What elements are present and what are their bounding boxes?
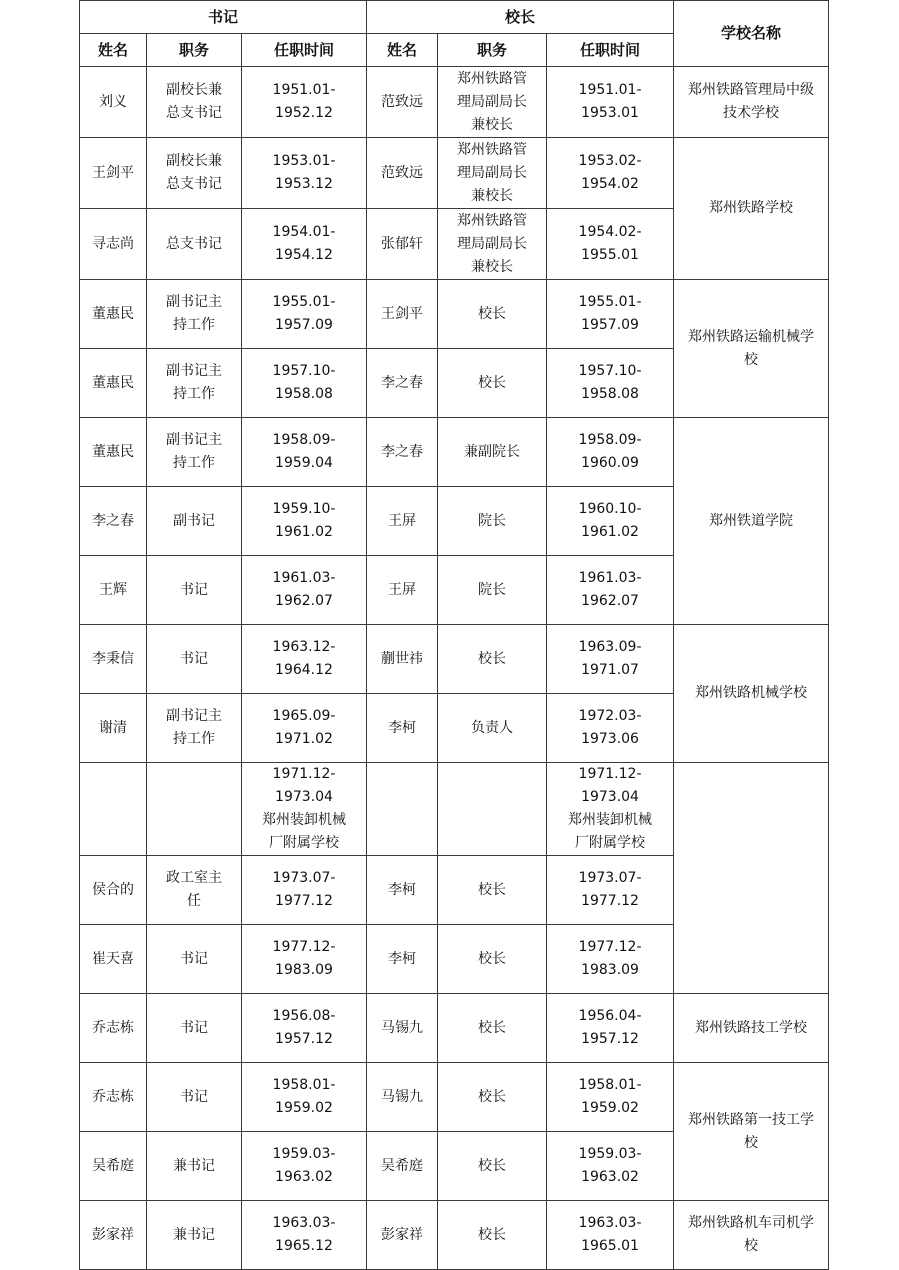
secretary-position-header: 职务	[147, 34, 242, 67]
principal-name-header: 姓名	[367, 34, 438, 67]
secretary-name-cell: 寻志尚	[80, 209, 147, 280]
secretary-position-cell: 副校长兼 总支书记	[147, 67, 242, 138]
principal-term-cell: 1973.07-1977.12	[547, 856, 674, 925]
principal-position-cell: 校长	[438, 925, 547, 994]
principal-term-cell: 1958.09-1960.09	[547, 418, 674, 487]
table-row	[80, 625, 829, 694]
principal-term-cell: 1977.12-1983.09	[547, 925, 674, 994]
secretary-term-cell: 1956.08-1957.12	[242, 994, 367, 1063]
principal-position-cell: 兼副院长	[438, 418, 547, 487]
principal-position-cell: 校长	[438, 994, 547, 1063]
secretary-name-cell: 侯合的	[80, 856, 147, 925]
principal-term-header: 任职时间	[547, 34, 674, 67]
secretary-position-cell: 副校长兼 总支书记	[147, 138, 242, 209]
secretary-position-cell: 兼书记	[147, 1132, 242, 1201]
principal-position-cell: 校长	[438, 349, 547, 418]
principal-name-cell: 王屏	[367, 556, 438, 625]
principal-term-cell: 1963.09-1971.07	[547, 625, 674, 694]
principal-term-cell: 1954.02-1955.01	[547, 209, 674, 280]
principal-term-cell: 1960.10-1961.02	[547, 487, 674, 556]
principal-position-cell	[438, 763, 547, 856]
secretary-name-header: 姓名	[80, 34, 147, 67]
secretary-term-cell: 1961.03-1962.07	[242, 556, 367, 625]
principal-name-cell: 王屏	[367, 487, 438, 556]
secretary-name-cell: 董惠民	[80, 349, 147, 418]
principal-position-header: 职务	[438, 34, 547, 67]
secretary-term-cell: 1965.09-1971.02	[242, 694, 367, 763]
secretary-term-cell: 1957.10-1958.08	[242, 349, 367, 418]
principal-term-cell: 1951.01-1953.01	[547, 67, 674, 138]
secretary-position-cell: 副书记主 持工作	[147, 694, 242, 763]
school-name-cell: 郑州铁路管理局中级技术学校	[674, 67, 829, 138]
principal-position-cell: 郑州铁路管 理局副局长 兼校长	[438, 209, 547, 280]
school-name-cell: 郑州铁路第一技工学校	[674, 1063, 829, 1201]
secretary-group-header: 书记	[80, 1, 367, 34]
school-name-header: 学校名称	[674, 1, 829, 67]
secretary-name-cell: 谢清	[80, 694, 147, 763]
principal-term-cell: 1956.04-1957.12	[547, 994, 674, 1063]
principal-position-cell: 院长	[438, 487, 547, 556]
secretary-position-cell: 书记	[147, 1063, 242, 1132]
secretary-position-cell: 书记	[147, 625, 242, 694]
principal-name-cell: 王剑平	[367, 280, 438, 349]
secretary-name-cell: 李秉信	[80, 625, 147, 694]
secretary-position-cell: 总支书记	[147, 209, 242, 280]
principal-term-cell: 1972.03-1973.06	[547, 694, 674, 763]
principal-name-cell: 李之春	[367, 349, 438, 418]
principal-position-cell: 校长	[438, 1063, 547, 1132]
principal-name-cell	[367, 763, 438, 856]
school-name-cell: 郑州铁路机车司机学校	[674, 1201, 829, 1270]
principal-term-cell: 1961.03-1962.07	[547, 556, 674, 625]
principal-position-cell: 校长	[438, 280, 547, 349]
secretary-position-cell: 副书记	[147, 487, 242, 556]
principal-name-cell: 范致远	[367, 67, 438, 138]
table-row	[80, 418, 829, 487]
principal-name-cell: 张郁轩	[367, 209, 438, 280]
principal-position-cell: 郑州铁路管 理局副局长 兼校长	[438, 138, 547, 209]
secretary-name-cell: 董惠民	[80, 418, 147, 487]
secretary-name-cell: 乔志栋	[80, 994, 147, 1063]
principal-name-cell: 马锡九	[367, 1063, 438, 1132]
secretary-term-cell: 1958.01-1959.02	[242, 1063, 367, 1132]
principal-term-cell: 1958.01-1959.02	[547, 1063, 674, 1132]
principal-position-cell: 校长	[438, 1132, 547, 1201]
secretary-term-cell: 1963.03-1965.12	[242, 1201, 367, 1270]
school-name-cell: 郑州铁路机械学校	[674, 625, 829, 763]
principal-name-cell: 李柯	[367, 856, 438, 925]
secretary-position-cell: 政工室主 任	[147, 856, 242, 925]
principal-name-cell: 李之春	[367, 418, 438, 487]
secretary-term-cell: 1959.03-1963.02	[242, 1132, 367, 1201]
principal-position-cell: 校长	[438, 1201, 547, 1270]
principal-name-cell: 彭家祥	[367, 1201, 438, 1270]
school-name-cell: 郑州铁路技工学校	[674, 994, 829, 1063]
secretary-term-header: 任职时间	[242, 34, 367, 67]
secretary-term-cell: 1953.01-1953.12	[242, 138, 367, 209]
secretary-term-cell: 1958.09-1959.04	[242, 418, 367, 487]
secretary-position-cell: 副书记主 持工作	[147, 280, 242, 349]
principal-position-cell: 校长	[438, 625, 547, 694]
principal-name-cell: 李柯	[367, 925, 438, 994]
principal-name-cell: 范致远	[367, 138, 438, 209]
secretary-name-cell: 崔天喜	[80, 925, 147, 994]
secretary-term-cell: 1971.12-1973.04 郑州装卸机械 厂附属学校	[242, 763, 367, 856]
table-row	[80, 1201, 829, 1270]
principal-term-cell: 1963.03-1965.01	[547, 1201, 674, 1270]
principal-term-cell: 1971.12-1973.04 郑州装卸机械 厂附属学校	[547, 763, 674, 856]
principal-position-cell: 院长	[438, 556, 547, 625]
principal-position-cell: 校长	[438, 856, 547, 925]
secretary-name-cell: 彭家祥	[80, 1201, 147, 1270]
principal-term-cell: 1953.02-1954.02	[547, 138, 674, 209]
table-row	[80, 1063, 829, 1132]
school-name-cell: 郑州铁道学院	[674, 418, 829, 625]
principal-name-cell: 马锡九	[367, 994, 438, 1063]
secretary-name-cell: 董惠民	[80, 280, 147, 349]
secretary-position-cell: 副书记主 持工作	[147, 349, 242, 418]
secretary-position-cell: 书记	[147, 925, 242, 994]
secretary-name-cell	[80, 763, 147, 856]
school-name-cell: 郑州铁路学校	[674, 138, 829, 280]
secretary-term-cell: 1977.12-1983.09	[242, 925, 367, 994]
secretary-term-cell: 1955.01-1957.09	[242, 280, 367, 349]
secretary-name-cell: 吴希庭	[80, 1132, 147, 1201]
principal-group-header: 校长	[367, 1, 674, 34]
secretary-term-cell: 1959.10-1961.02	[242, 487, 367, 556]
leadership-table	[79, 0, 829, 1270]
secretary-position-cell: 副书记主 持工作	[147, 418, 242, 487]
principal-name-cell: 吴希庭	[367, 1132, 438, 1201]
table-row	[80, 138, 829, 209]
secretary-name-cell: 乔志栋	[80, 1063, 147, 1132]
secretary-position-cell: 书记	[147, 556, 242, 625]
secretary-name-cell: 刘义	[80, 67, 147, 138]
table-row	[80, 67, 829, 138]
principal-name-cell: 蒯世祎	[367, 625, 438, 694]
secretary-term-cell: 1973.07-1977.12	[242, 856, 367, 925]
principal-term-cell: 1955.01-1957.09	[547, 280, 674, 349]
principal-position-cell: 郑州铁路管 理局副局长 兼校长	[438, 67, 547, 138]
principal-position-cell: 负责人	[438, 694, 547, 763]
principal-term-cell: 1959.03-1963.02	[547, 1132, 674, 1201]
secretary-name-cell: 王剑平	[80, 138, 147, 209]
secretary-position-cell: 书记	[147, 994, 242, 1063]
principal-term-cell: 1957.10-1958.08	[547, 349, 674, 418]
secretary-name-cell: 王辉	[80, 556, 147, 625]
secretary-term-cell: 1951.01-1952.12	[242, 67, 367, 138]
school-name-cell: 郑州铁路运输机械学校	[674, 280, 829, 418]
secretary-term-cell: 1963.12-1964.12	[242, 625, 367, 694]
secretary-term-cell: 1954.01-1954.12	[242, 209, 367, 280]
table-row	[80, 763, 829, 856]
table-row	[80, 994, 829, 1063]
school-name-cell	[674, 763, 829, 994]
secretary-position-cell: 兼书记	[147, 1201, 242, 1270]
principal-name-cell: 李柯	[367, 694, 438, 763]
secretary-name-cell: 李之春	[80, 487, 147, 556]
secretary-position-cell	[147, 763, 242, 856]
table-row	[80, 280, 829, 349]
